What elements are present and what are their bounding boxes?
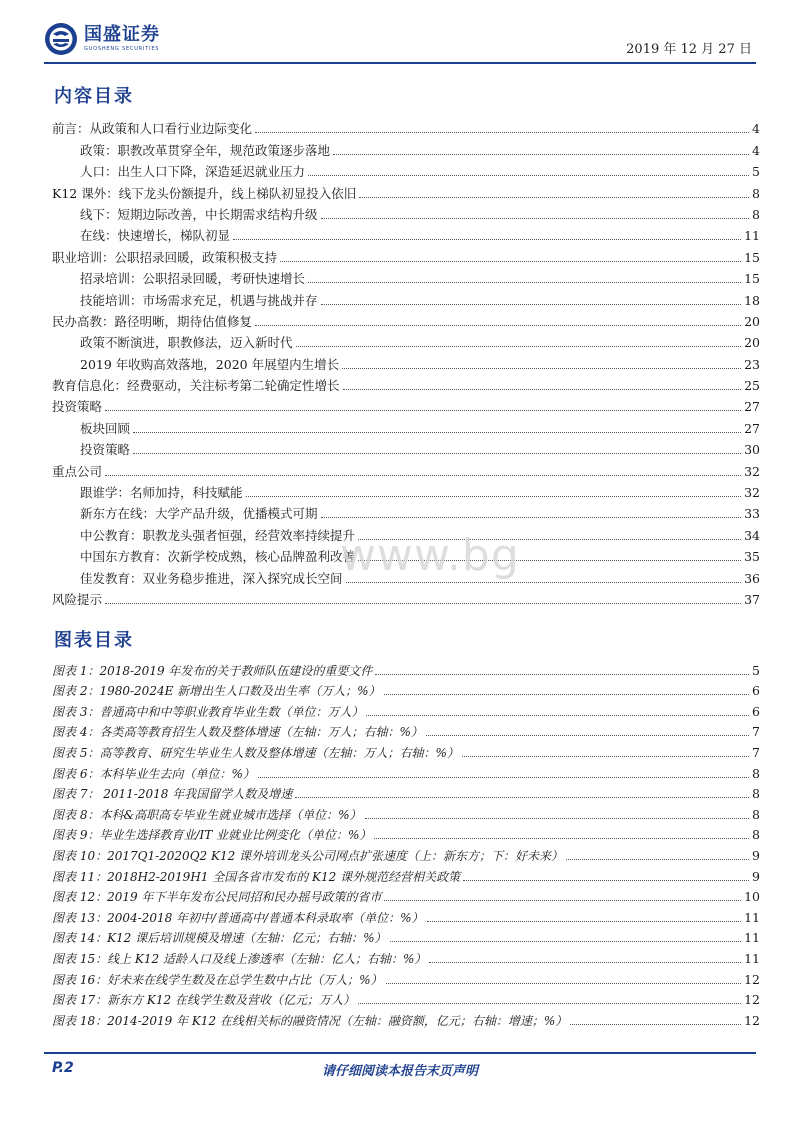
toc-entry[interactable] <box>52 159 760 180</box>
toc-entry-label: 重点公司 <box>52 463 103 479</box>
footer-divider <box>44 1052 756 1054</box>
figure-entry[interactable] <box>52 967 760 988</box>
dot-leader <box>365 818 750 819</box>
figure-entry-page: 12 <box>744 992 760 1008</box>
dot-leader <box>390 941 742 942</box>
toc-entry-label: 投资策略 <box>52 399 103 415</box>
figure-entry-label: 图表 2：1980-2024E 新增出生人口数及出生率（万人；%） <box>52 684 381 699</box>
figure-entry[interactable] <box>52 782 760 803</box>
dot-leader <box>366 715 749 716</box>
watermark: www.bg <box>340 530 520 581</box>
figure-entry-page: 11 <box>744 909 760 925</box>
figure-entry-page: 11 <box>744 930 760 946</box>
guosheng-logo-icon <box>44 22 78 56</box>
toc-entry-page: 4 <box>752 142 760 158</box>
dot-leader <box>462 756 749 757</box>
figure-entry-page: 8 <box>752 806 760 822</box>
figure-entry[interactable] <box>52 946 760 967</box>
figure-entry-page: 8 <box>752 827 760 843</box>
toc-entry[interactable] <box>52 137 760 158</box>
figure-entry-page: 9 <box>752 868 760 884</box>
toc-entry[interactable] <box>52 244 760 265</box>
toc-entry-label: 中公教育：职教龙头强者恒强，经营效率持续提升 <box>80 527 356 543</box>
dot-leader <box>426 735 749 736</box>
toc-entry-label: 佳发教育：双业务稳步推进，深入探究成长空间 <box>80 570 343 586</box>
figure-entry[interactable] <box>52 720 760 741</box>
dot-leader <box>429 962 741 963</box>
dot-leader <box>386 983 742 984</box>
dot-leader <box>255 132 749 133</box>
toc-entry-page: 20 <box>744 335 760 351</box>
toc-entry-label: 板块回顾 <box>80 420 131 436</box>
figure-entry[interactable] <box>52 864 760 885</box>
dot-leader <box>570 1024 741 1025</box>
toc-entry-page: 15 <box>744 271 760 287</box>
toc-entry-page: 11 <box>744 228 760 244</box>
toc-entry[interactable] <box>52 309 760 330</box>
header-divider <box>44 62 756 64</box>
figure-entry[interactable] <box>52 926 760 947</box>
dot-leader <box>346 582 742 583</box>
toc-entry-page: 20 <box>744 313 760 329</box>
figure-entry[interactable] <box>52 823 760 844</box>
dot-leader <box>321 517 742 518</box>
figure-entry-label: 图表 15：线上 K12 适龄人口及线上渗透率（左轴：亿人；右轴：%） <box>52 951 427 966</box>
dot-leader <box>321 304 742 305</box>
dot-leader <box>308 175 749 176</box>
toc-entry-label: 民办高教：路径明晰，期待估值修复 <box>52 313 253 329</box>
figure-entry-page: 6 <box>752 683 760 699</box>
dot-leader <box>343 389 742 390</box>
figure-entry-page: 8 <box>752 786 760 802</box>
toc-entry-page: 5 <box>752 164 760 180</box>
figure-entry-label: 图表 6：本科毕业生去向（单位：%） <box>52 766 255 781</box>
toc-entry-label: 前言：从政策和人口看行业边际变化 <box>52 121 253 137</box>
figure-entry-label: 图表 11：2018H2-2019H1 全国各省市发布的 K12 课外规范经营相关政策 <box>52 869 461 884</box>
toc-entry-label: 教育信息化：经费驱动，关注标考第二轮确定性增长 <box>52 378 340 394</box>
figure-entry-label: 图表 3：普通高中和中等职业教育毕业生数（单位：万人） <box>52 704 364 719</box>
toc-entry-label: 中国东方教育：次新学校成熟，核心品牌盈利改善 <box>80 549 356 565</box>
figure-entry-label: 图表 17：新东方 K12 在线学生数及营收（亿元；万人） <box>52 993 355 1008</box>
toc-entry-page: 8 <box>752 185 760 201</box>
figure-entry-label: 图表 7： 2011-2018 年我国留学人数及增速 <box>52 787 293 802</box>
dot-leader <box>105 475 741 476</box>
logo-en-text: GUOSHENG SECURITIES <box>84 46 160 52</box>
dot-leader <box>233 239 741 240</box>
figure-entry-page: 12 <box>744 1012 760 1028</box>
toc-entry[interactable] <box>52 351 760 372</box>
figure-entry-page: 6 <box>752 703 760 719</box>
dot-leader <box>308 282 741 283</box>
dot-leader <box>280 261 741 262</box>
toc-entry-page: 32 <box>744 485 760 501</box>
dot-leader <box>427 921 742 922</box>
toc-entry-label: 人口：出生人口下降，深造延迟就业压力 <box>80 164 306 180</box>
figure-entry-label: 图表 1：2018-2019 年发布的关于教师队伍建设的重要文件 <box>52 663 373 678</box>
figure-entry[interactable] <box>52 679 760 700</box>
toc-entry-label: 线下：短期边际改善，中长期需求结构升级 <box>80 206 318 222</box>
dot-leader <box>295 797 749 798</box>
figure-entry-label: 图表 18：2014-2019 年 K12 在线相关标的融资情况（左轴：融资额，亿元；右轴：增速；%） <box>52 1013 568 1028</box>
toc-entry-page: 4 <box>752 121 760 137</box>
dot-leader <box>255 325 741 326</box>
dot-leader <box>374 838 749 839</box>
toc-entry-label: 2019 年收购高效落地，2020 年展望内生增长 <box>80 356 340 372</box>
toc-entry[interactable] <box>52 287 760 308</box>
toc-entry-page: 8 <box>752 206 760 222</box>
toc-entry-label: 技能培训：市场需求充足，机遇与挑战并存 <box>80 292 318 308</box>
dot-leader <box>463 880 749 881</box>
figure-entry-page: 10 <box>744 889 760 905</box>
figure-entry-label: 图表 5：高等教育、研究生毕业生人数及整体增速（左轴：万人；右轴：%） <box>52 745 459 760</box>
toc-entry-page: 18 <box>744 292 760 308</box>
toc-entry[interactable] <box>52 437 760 458</box>
dot-leader <box>384 900 741 901</box>
figure-entry-label: 图表 12：2019 年下半年发布公民同招和民办摇号政策的省市 <box>52 890 382 905</box>
dot-leader <box>105 410 741 411</box>
toc-entry-page: 23 <box>744 356 760 372</box>
dot-leader <box>296 346 742 347</box>
toc-entry[interactable] <box>52 223 760 244</box>
figure-entry[interactable] <box>52 843 760 864</box>
toc-entry-label: 新东方在线：大学产品升级，优播模式可期 <box>80 506 318 522</box>
toc-entry-page: 30 <box>744 442 760 458</box>
figure-list <box>52 658 760 1029</box>
toc-entry[interactable] <box>52 116 760 137</box>
dot-leader <box>133 453 741 454</box>
dot-leader <box>566 859 749 860</box>
figure-entry-label: 图表 4：各类高等教育招生人数及整体增速（左轴：万人；右轴：%） <box>52 725 423 740</box>
figure-entry-page: 7 <box>752 744 760 760</box>
figure-entry-page: 12 <box>744 971 760 987</box>
toc-title: 内容目录 <box>54 86 134 107</box>
figure-entry[interactable] <box>52 699 760 720</box>
dot-leader <box>105 603 741 604</box>
figure-entry[interactable] <box>52 802 760 823</box>
toc-entry[interactable] <box>52 394 760 415</box>
toc-entry-label: 投资策略 <box>80 442 131 458</box>
figure-entry[interactable] <box>52 988 760 1009</box>
figure-entry[interactable] <box>52 885 760 906</box>
toc-entry-label: 职业培训：公职招录回暖，政策积极支持 <box>52 249 278 265</box>
toc-entry[interactable] <box>52 373 760 394</box>
figure-entry-label: 图表 9：毕业生选择教育业/IT 业就业比例变化（单位：%） <box>52 828 372 843</box>
figure-entry[interactable] <box>52 740 760 761</box>
toc-entry-label: 招录培训：公职招录回暖，考研快速增长 <box>80 271 306 287</box>
disclaimer-note: 请仔细阅读本报告末页声明 <box>321 1064 478 1079</box>
figure-entry-label: 图表 10：2017Q1-2020Q2 K12 课外培训龙头公司网点扩张速度（上：新东方；下：好未来） <box>52 848 564 863</box>
dot-leader <box>246 496 742 497</box>
toc-entry-page: 15 <box>744 249 760 265</box>
figure-entry-page: 7 <box>752 724 760 740</box>
dot-leader <box>358 1003 741 1004</box>
toc-entry[interactable] <box>52 501 760 522</box>
figure-entry-label: 图表 14：K12 课后培训规模及增速（左轴：亿元；右轴：%） <box>52 931 387 946</box>
toc-entry-label: 政策不断演进，职教修法，迈入新时代 <box>80 335 293 351</box>
toc-entry[interactable] <box>52 330 760 351</box>
figure-entry[interactable] <box>52 905 760 926</box>
toc-entry-page: 32 <box>744 463 760 479</box>
figure-entry[interactable] <box>52 658 760 679</box>
dot-leader <box>258 777 749 778</box>
toc-entry[interactable] <box>52 266 760 287</box>
toc-entry-page: 34 <box>744 527 760 543</box>
toc-entry-page: 25 <box>744 378 760 394</box>
figure-entry[interactable] <box>52 1008 760 1029</box>
figure-entry-page: 8 <box>752 765 760 781</box>
dot-leader <box>133 432 741 433</box>
toc-entry-label: 跟谁学：名师加持，科技赋能 <box>80 485 243 501</box>
toc-entry-page: 35 <box>744 549 760 565</box>
figure-entry[interactable] <box>52 761 760 782</box>
toc-entry-label: 在线：快速增长，梯队初显 <box>80 228 231 244</box>
figure-list-title: 图表目录 <box>54 630 134 651</box>
figure-entry-page: 11 <box>744 950 760 966</box>
figure-entry-label: 图表 13：2004-2018 年初中/普通高中/普通本科录取率（单位：%） <box>52 910 424 925</box>
toc-entry-page: 37 <box>744 591 760 607</box>
company-logo <box>44 22 160 56</box>
toc-entry[interactable] <box>52 480 760 501</box>
toc-entry-label: 政策：职教改革贯穿全年，规范政策逐步落地 <box>80 142 331 158</box>
toc-entry-page: 27 <box>744 420 760 436</box>
toc-entry-page: 33 <box>744 506 760 522</box>
dot-leader <box>321 218 750 219</box>
toc-entry[interactable] <box>52 458 760 479</box>
toc-entry[interactable] <box>52 180 760 201</box>
logo-cn-text: 国盛证券 <box>84 24 160 45</box>
dot-leader <box>333 154 749 155</box>
toc-entry-page: 36 <box>744 570 760 586</box>
toc-entry[interactable] <box>52 587 760 608</box>
dot-leader <box>375 674 749 675</box>
figure-entry-page: 9 <box>752 847 760 863</box>
toc-entry-label: K12 课外：线下龙头份额提升，线上梯队初显投入依旧 <box>52 185 357 201</box>
dot-leader <box>342 368 741 369</box>
figure-entry-label: 图表 16：好未来在线学生数及在总学生数中占比（万人；%） <box>52 972 383 987</box>
toc-entry-page: 27 <box>744 399 760 415</box>
dot-leader <box>359 197 749 198</box>
toc-entry[interactable] <box>52 202 760 223</box>
toc-entry-label: 风险提示 <box>52 591 103 607</box>
figure-entry-page: 5 <box>752 662 760 678</box>
toc-entry[interactable] <box>52 415 760 436</box>
dot-leader <box>384 694 749 695</box>
page-number: P.2 <box>52 1060 74 1076</box>
figure-entry-label: 图表 8：本科&高职高专毕业生就业城市选择（单位：%） <box>52 807 362 822</box>
report-date: 2019 年 12 月 27 日 <box>626 42 752 57</box>
